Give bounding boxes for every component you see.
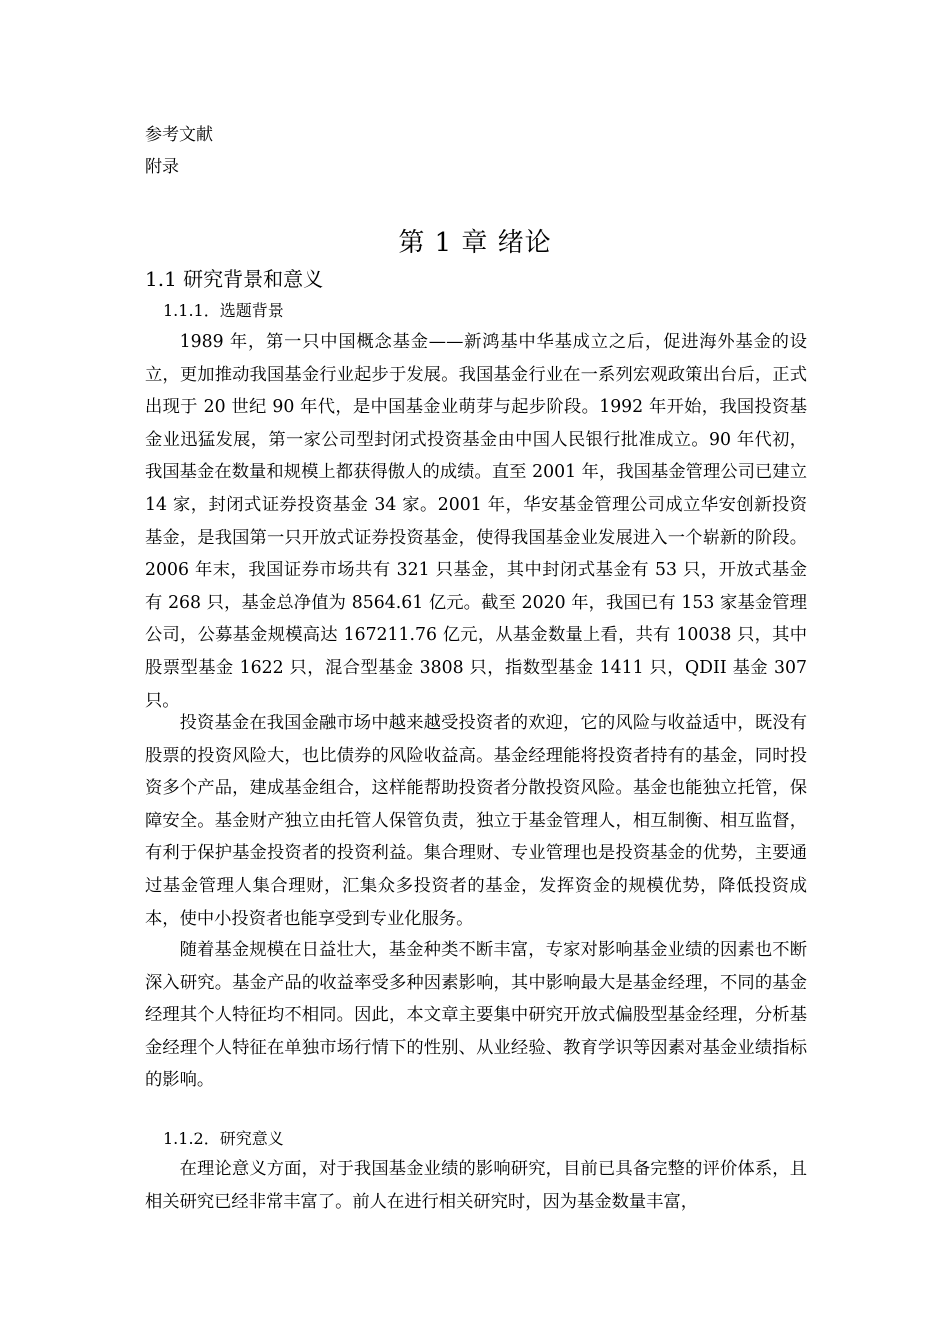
paragraph-research-focus: 随着基金规模在日益壮大，基金种类不断丰富，专家对影响基金业绩的因素也不断深入研究。基金产品的收益率受多种因素影响，其中影响最大是基金经理，不同的基金经理其个人特征均不相同。因此，本文章主要集中研究开放式偏股型基金经理，分析基金经理个人特征在单独市场行情下的性别、从业经验、教育学识等因素对基金业绩指标的影响。 — [145, 940, 807, 1091]
chapter-title: 第 1 章 绪论 — [398, 228, 552, 258]
toc-item-references[interactable]: 参考文献 — [145, 125, 213, 145]
subsection-heading-background: 1.1.1．选题背景 — [163, 301, 284, 320]
section-heading: 1.1 研究背景和意义 — [145, 267, 324, 291]
paragraph-theoretical-significance: 在理论意义方面，对于我国基金业绩的影响研究，目前已具备完整的评价体系，且相关研究已经非常丰富了。前人在进行相关研究时，因为基金数量丰富， — [145, 1159, 807, 1212]
toc-item-appendix[interactable]: 附录 — [145, 157, 179, 177]
paragraph-fund-history: 1989 年，第一只中国概念基金——新鸿基中华基成立之后，促进海外基金的设立，更加推动我国基金行业起步于发展。我国基金行业在一系列宏观政策出台后，正式出现于 20 世纪 90 年代，是中国基金业萌芽与起步阶段。1992 年开始，我国投资基金业迅猛发展，第一家公司型封闭式投资基金由中国人民银行批准成立。90 年代初，我国基金在数量和规模上都获得傲人的成绩。直至 2001 年，我国基金管理公司已建立 14 家，封闭式证券投资基金 34 家。2001 年，华安基金管理公司成立华安创新投资基金，是我国第一只开放式证券投资基金，使得我国基金业发展进入一个崭新的阶段。2006 年末，我国证券市场共有 321 只基金，其中封闭式基金有 53 只，开放式基金有 268 只，基金总净值为 8564.61 亿元。截至 2020 年，我国已有 153 家基金管理公司，公募基金规模高达 167211.76 亿元，从基金数量上看，共有 10038 只，其中股票型基金 1622 只，混合型基金 3808 只，指数型基金 1411 只，QDII 基金 307 只。 — [145, 332, 807, 711]
subsection-heading-significance: 1.1.2．研究意义 — [163, 1129, 284, 1148]
paragraph-fund-advantages: 投资基金在我国金融市场中越来越受投资者的欢迎，它的风险与收益适中，既没有股票的投资风险大，也比债券的风险收益高。基金经理能将投资者持有的基金，同时投资多个产品，建成基金组合，这样能帮助投资者分散投资风险。基金也能独立托管，保障安全。基金财产独立由托管人保管负责，独立于基金管理人，相互制衡、相互监督，有利于保护基金投资者的投资利益。集合理财、专业管理也是投资基金的优势，主要通过基金管理人集合理财，汇集众多投资者的基金，发挥资金的规模优势，降低投资成本，使中小投资者也能享受到专业化服务。 — [145, 713, 807, 929]
